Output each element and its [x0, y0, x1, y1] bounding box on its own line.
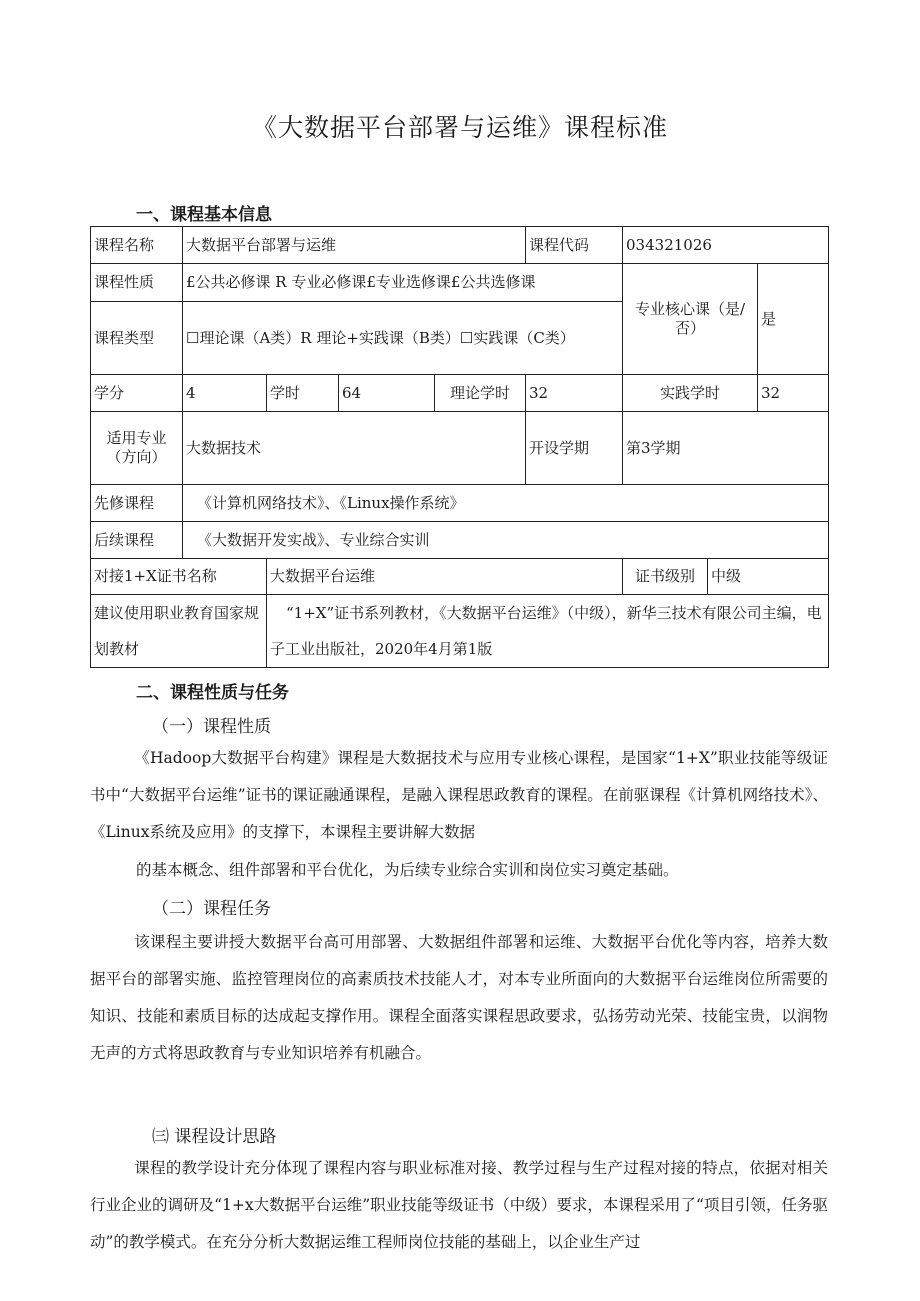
course-nature-text: 《Hadoop大数据平台构建》课程是大数据技术与应用专业核心课程，是国家“1+X”职业技能等级证书中“大数据平台运维”证书的课证融通课程，是融入课程思政教育的课程。在前驱课程《计算机网络技术》、《Linux系统及应用》的支撑下，本课程主要讲解大数据 [90, 749, 828, 841]
course-nature-paragraph-continued: 的基本概念、组件部署和平台优化，为后续专业综合实训和岗位实习奠定基础。 [136, 861, 679, 879]
course-name-value: 大数据平台部署与运维 [183, 227, 526, 264]
section-heading-basic-info: 一、课程基本信息 [136, 205, 272, 225]
theory-hours-value: 32 [526, 375, 623, 412]
theory-hours-label: 理论学时 [435, 375, 526, 412]
section-heading-nature-task: 二、课程性质与任务 [136, 683, 289, 703]
term-value: 第3学期 [623, 412, 829, 485]
course-type-label: 课程类型 [91, 302, 183, 375]
textbook-label: 建议使用职业教育国家规划教材 [91, 595, 267, 668]
term-label: 开设学期 [526, 412, 623, 485]
follow-up-label: 后续课程 [91, 522, 183, 559]
course-name-label: 课程名称 [91, 227, 183, 264]
certificate-name-label: 对接1+X证书名称 [91, 559, 267, 595]
course-code-value: 034321026 [623, 227, 829, 264]
hours-value: 64 [339, 375, 435, 412]
certificate-level-value: 中级 [708, 559, 829, 595]
course-task-text: 该课程主要讲授大数据平台高可用部署、大数据组件部署和运维、大数据平台优化等内容，培养大数据平台的部署实施、监控管理岗位的高素质技术技能人才，对本专业所面向的大数据平台运维岗位所需要的知识、技能和素质目标的达成起支撑作用。课程全面落实课程思政要求，弘扬劳动光荣、技能宝贵，以润物无声的方式将思政教育与专业知识培养有机融合。 [90, 933, 828, 1062]
certificate-name-value: 大数据平台运维 [267, 559, 623, 595]
certificate-level-label: 证书级别 [623, 559, 708, 595]
course-code-label: 课程代码 [526, 227, 623, 264]
subheading-course-nature: （一）课程性质 [152, 717, 271, 737]
core-course-label: 专业核心课（是/否） [623, 264, 758, 375]
prerequisite-value: 《计算机网络技术》、《Linux操作系统》 [183, 485, 829, 522]
course-info-table [90, 226, 829, 668]
course-type-value: ☐理论课（A类）R 理论+实践课（B类）☐实践课（C类） [183, 302, 623, 375]
subheading-course-task: （二）课程任务 [152, 899, 271, 919]
credit-label: 学分 [91, 375, 183, 412]
course-nature-paragraph [90, 740, 828, 851]
credit-value: 4 [183, 375, 267, 412]
textbook-value: “1+X”证书系列教材，《大数据平台运维》（中级），新华三技术有限公司主编，电子工业出版社，2020年4月第1版 [267, 595, 829, 668]
core-course-value: 是 [758, 264, 829, 375]
course-nature-value: £公共必修课 R 专业必修课£专业选修课£公共选修课 [183, 264, 623, 302]
major-value: 大数据技术 [183, 412, 526, 485]
subheading-design-idea: ㈢ 课程设计思路 [152, 1127, 277, 1147]
course-task-paragraph [90, 924, 828, 1072]
practice-hours-label: 实践学时 [623, 375, 758, 412]
follow-up-value: 《大数据开发实战》、专业综合实训 [183, 522, 829, 559]
hours-label: 学时 [267, 375, 339, 412]
prerequisite-label: 先修课程 [91, 485, 183, 522]
page-title: 《大数据平台部署与运维》课程标准 [251, 113, 668, 142]
practice-hours-value: 32 [758, 375, 829, 412]
major-label: 适用专业（方向） [91, 412, 183, 485]
design-idea-text: 课程的教学设计充分体现了课程内容与职业标准对接、教学过程与生产过程对接的特点，依据对相关行业企业的调研及“1+x大数据平台运维”职业技能等级证书（中级）要求，本课程采用了“项目引领，任务驱动”的教学模式。在充分分析大数据运维工程师岗位技能的基础上，以企业生产过 [90, 1159, 828, 1251]
design-idea-paragraph [90, 1150, 828, 1261]
course-nature-label: 课程性质 [91, 264, 183, 302]
